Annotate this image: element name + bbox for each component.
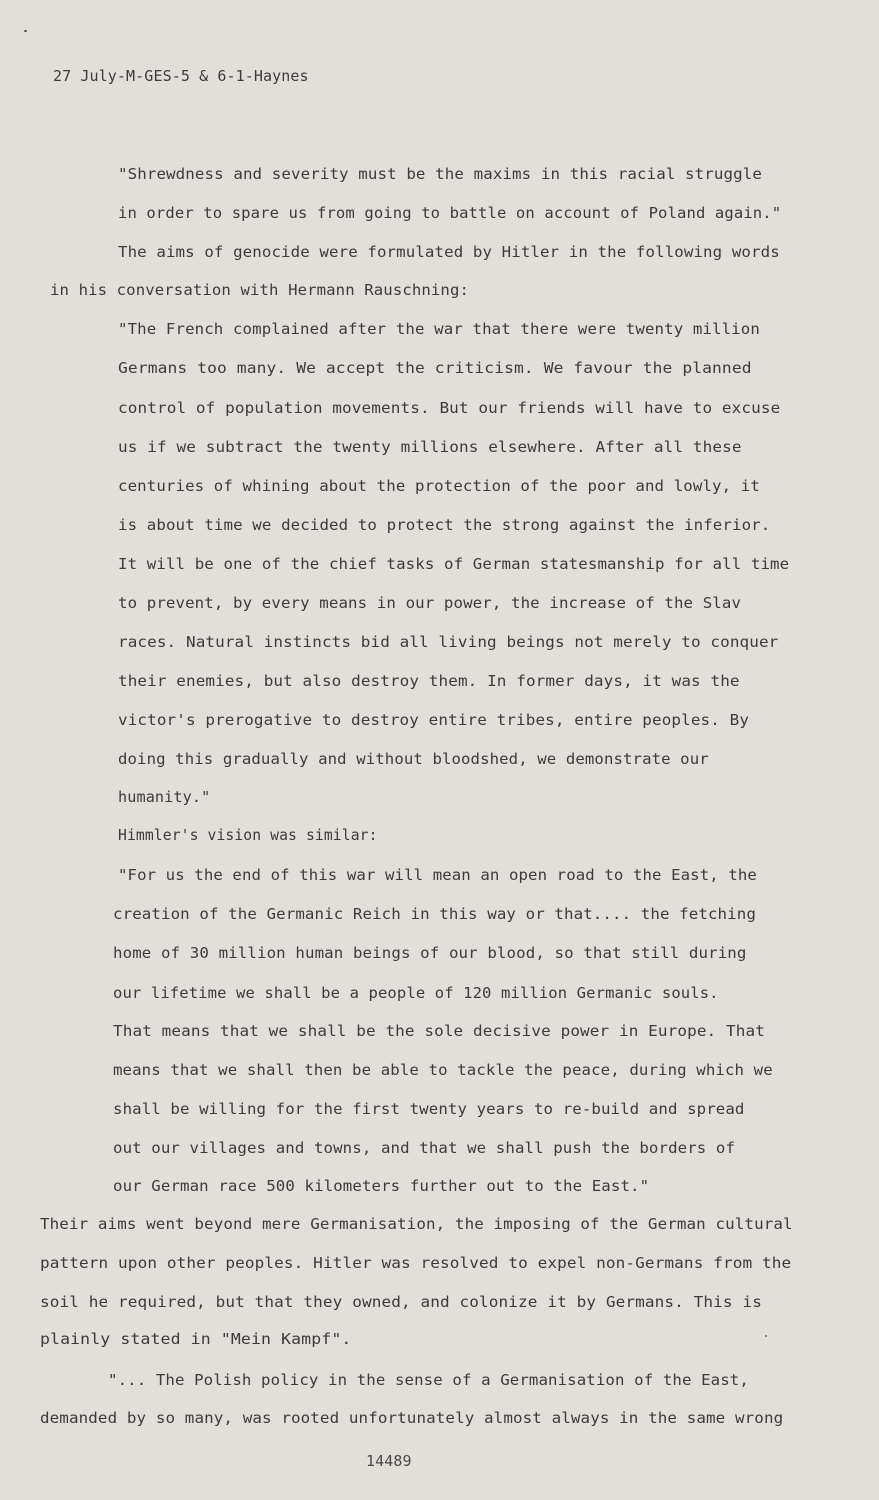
text-line: plainly stated in "Mein Kampf". (40, 1330, 352, 1348)
text-line: humanity." (118, 788, 211, 806)
page-number: 14489 (366, 1452, 412, 1470)
document-header: 27 July-M-GES-5 & 6-1-Haynes (53, 67, 309, 85)
text-line: "For us the end of this war will mean an open road to the East, the (118, 866, 757, 884)
text-line: pattern upon other peoples. Hitler was resolved to expel non-Germans from the (40, 1254, 792, 1272)
paper-speck (24, 30, 27, 32)
text-line: is about time we decided to protect the strong against the inferior. (118, 516, 771, 534)
text-line: out our villages and towns, and that we shall push the borders of (113, 1139, 736, 1157)
text-line: That means that we shall be the sole decisive power in Europe. That (113, 1022, 765, 1040)
text-line: Their aims went beyond mere Germanisation, the imposing of the German cultural (40, 1215, 793, 1233)
text-line: their enemies, but also destroy them. In former days, it was the (118, 672, 740, 690)
text-line: in order to spare us from going to battle on account of Poland again." (118, 204, 782, 222)
text-line: home of 30 million human beings of our blood, so that still during (113, 944, 747, 962)
text-line: centuries of whining about the protection of the poor and lowly, it (118, 477, 760, 495)
text-line: Himmler's vision was similar: (118, 826, 378, 844)
text-line: soil he required, but that they owned, and colonize it by Germans. This is (40, 1293, 762, 1311)
text-line: us if we subtract the twenty millions elsewhere. After all these (118, 438, 742, 456)
text-line: doing this gradually and without bloodshed, we demonstrate our (118, 750, 709, 768)
text-line: to prevent, by every means in our power, the increase of the Slav (118, 594, 742, 612)
text-line: Germans too many. We accept the criticism. We favour the planned (118, 359, 752, 377)
text-line: It will be one of the chief tasks of German statesmanship for all time (118, 555, 790, 573)
text-line: our German race 500 kilometers further out to the East." (113, 1177, 650, 1195)
text-line: races. Natural instincts bid all living beings not merely to conquer (118, 633, 779, 651)
text-line: control of population movements. But our friends will have to excuse (118, 399, 781, 417)
text-line: "... The Polish policy in the sense of a Germanisation of the East, (108, 1371, 749, 1389)
text-line: creation of the Germanic Reich in this way or that.... the fetching (113, 905, 756, 923)
text-line: in his conversation with Hermann Rauschning: (50, 281, 469, 299)
text-line: The aims of genocide were formulated by Hitler in the following words (118, 243, 780, 261)
text-line: "The French complained after the war that there were twenty million (118, 320, 760, 338)
text-line: victor's prerogative to destroy entire tribes, entire peoples. By (118, 711, 750, 729)
text-line: shall be willing for the first twenty years to re-build and spread (113, 1100, 745, 1118)
text-line: our lifetime we shall be a people of 120 million Germanic souls. (113, 984, 719, 1002)
text-line: demanded by so many, was rooted unfortunately almost always in the same wrong (40, 1409, 784, 1427)
text-line: "Shrewdness and severity must be the maxims in this racial struggle (118, 165, 762, 183)
text-line: means that we shall then be able to tackle the peace, during which we (113, 1061, 773, 1079)
paper-speck (765, 1335, 767, 1337)
